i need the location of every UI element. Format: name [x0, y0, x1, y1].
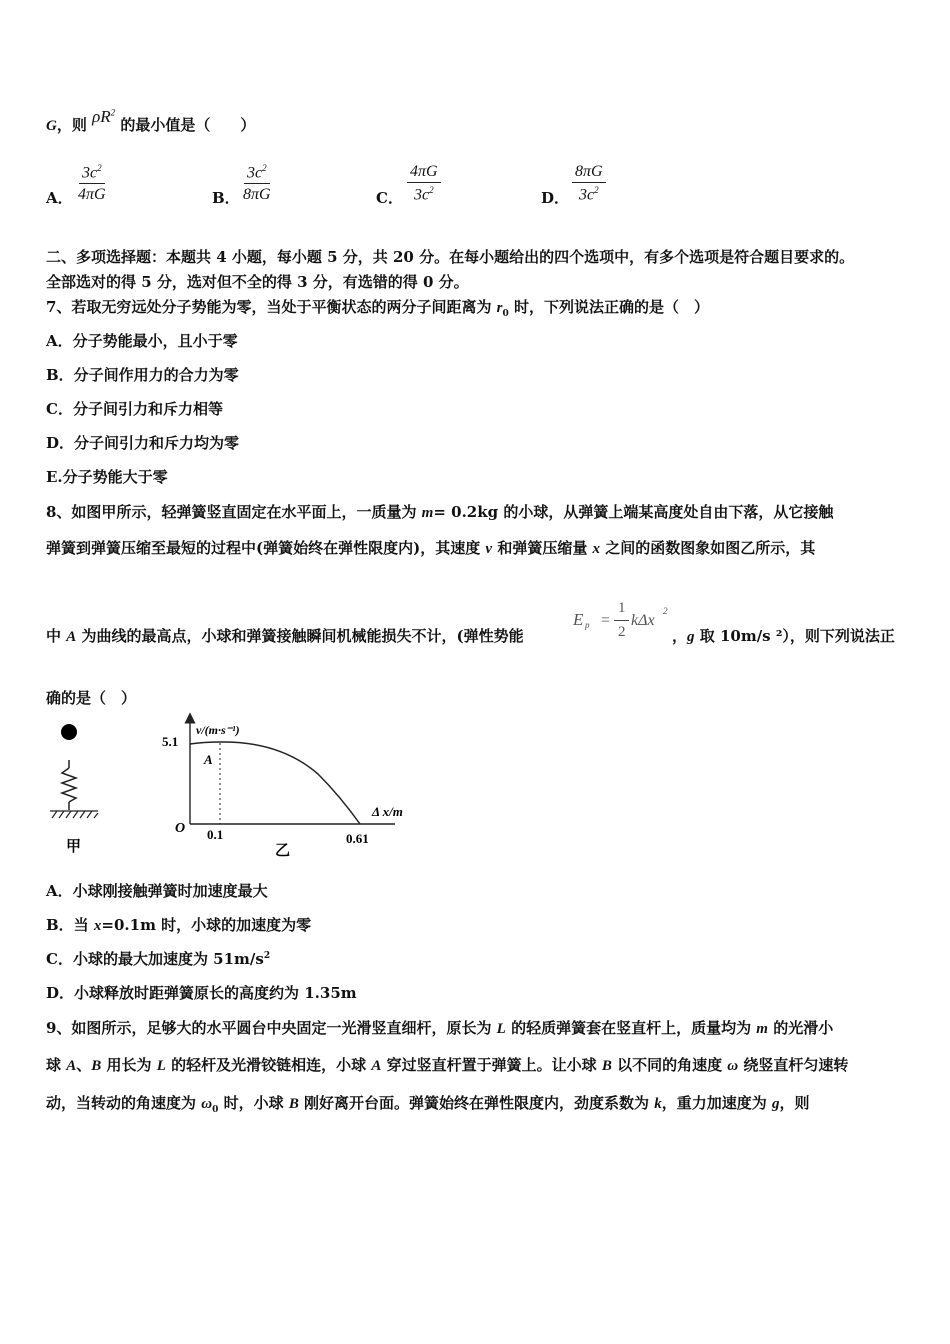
figure-yi-label: 乙 — [275, 843, 291, 859]
q8-stem-line-4: 确的是（ ） — [46, 689, 137, 707]
formula-fraction-bar — [614, 620, 629, 621]
q8-option-d: D．小球释放时距弹簧原长的高度约为 1.35m — [46, 984, 357, 1002]
y-tick-label: 5.1 — [162, 734, 179, 749]
section-2-heading-line-1: 二、多项选择题：本题共 4 小题，每小题 5 分，共 20 分。在每小题给出的四个选项中，有多个选项是符合题目要求的。 — [46, 248, 855, 266]
q8-stem-line-2: 弹簧到弹簧压缩至最短的过程中(弹簧始终在弹性限度内)，其速度 v 和弹簧压缩量 x 之间的函数图象如图乙所示，其 — [46, 539, 816, 557]
var-L: L — [496, 1021, 506, 1037]
fraction-denominator: 4πG — [78, 186, 106, 204]
q7-option-b: B．分子间作用力的合力为零 — [46, 366, 239, 384]
q8-option-c: C．小球的最大加速度为 $51m/s^2$ — [46, 950, 271, 968]
var-G: G — [46, 118, 57, 134]
q7-option-d: D．分子间引力和斥力均为零 — [46, 434, 240, 452]
q8-stem-line-1: 8、如图甲所示，轻弹簧竖直固定在水平面上，一质量为 m= 0.2kg 的小球，从弹簧上端某高度处自由下落，从它接触 — [46, 503, 834, 521]
formula-exp: 2 — [663, 606, 668, 616]
formula-half-num: 1 — [618, 600, 626, 616]
var-B: B — [91, 1058, 102, 1074]
var-m: m — [421, 505, 434, 521]
q9-stem-line-2: 球 A、B 用长为 L 的轻杆及光滑铰链相连，小球 A 穿过竖直杆置于弹簧上。让小球 B 以不同的角速度 ω 绕竖直杆匀速转 — [46, 1056, 849, 1074]
var-omega: ω — [727, 1058, 739, 1074]
q7-option-a: A．分子势能最小，且小于零 — [46, 332, 238, 350]
formula-half-den: 2 — [618, 624, 626, 640]
q9-stem-line-3: 动，当转动的角速度为 $\omega_0$ 时，小球 B 刚好离开台面。弹簧始终在弹性限度内，劲度系数为 k，重力加速度为 g，则 — [46, 1094, 810, 1115]
formula-E: E — [573, 610, 584, 629]
elastic-energy-formula — [573, 600, 673, 650]
fraction-numerator: $3c^2$ — [244, 163, 270, 184]
section-2-heading-line-2: 全部选对的得 5 分，选对但不全的得 3 分，有选错的得 0 分。 — [46, 273, 469, 291]
expr-rho-r-exp: 2 — [110, 107, 116, 118]
q8-option-a: A．小球刚接触弹簧时加速度最大 — [46, 882, 268, 900]
formula-equals: = — [601, 612, 611, 629]
velocity-curve — [190, 742, 360, 824]
origin-label: O — [175, 821, 186, 836]
spring-icon — [62, 760, 76, 810]
var-v: v — [485, 541, 493, 557]
point-a-label: A — [204, 752, 213, 767]
x-tick-label-1: 0.1 — [207, 827, 224, 842]
ground-icon — [50, 811, 98, 818]
figure-jia — [40, 718, 120, 858]
q6-option-b-label: B． — [212, 189, 240, 207]
formula-kdx: kΔx — [631, 612, 655, 629]
q6-option-c-label: C． — [376, 189, 403, 207]
fraction-numerator: 4πG — [407, 163, 441, 183]
q6-option-a-label: A． — [46, 189, 73, 207]
expr-rho-r-base: ρR — [92, 107, 111, 126]
expr-rho-r — [92, 107, 115, 126]
q7-option-c: C．分子间引力和斥力相等 — [46, 400, 223, 418]
q6-text-2: 的最小值是（ ） — [120, 116, 256, 134]
q6-option-d-label: D． — [541, 189, 570, 207]
x-tick-label-2: 0.61 — [346, 831, 369, 846]
var-m: m — [756, 1021, 768, 1037]
q6-option-d-fraction — [572, 163, 606, 204]
var-r0: r — [496, 300, 503, 316]
q6-option-b-fraction — [243, 163, 271, 204]
q8-option-b: B．当 x=0.1m 时，小球的加速度为零 — [46, 916, 312, 934]
fraction-numerator: 8πG — [572, 163, 606, 183]
fraction-denominator: $3c^2$ — [413, 185, 434, 204]
q6-stem — [46, 107, 256, 135]
fraction-denominator: $3c^2$ — [578, 185, 599, 204]
var-x: x — [93, 918, 102, 934]
ball-icon — [61, 724, 77, 740]
x-axis-label: Δ x/m — [372, 804, 403, 819]
formula-p: p — [585, 620, 590, 630]
var-omega0: ω — [201, 1096, 213, 1112]
q6-option-a-fraction — [78, 163, 106, 204]
var-L: L — [156, 1058, 166, 1074]
var-B: B — [601, 1058, 612, 1074]
figure-yi-graph — [160, 712, 430, 862]
var-g: g — [687, 629, 695, 645]
q9-stem-line-1: 9、如图所示，足够大的水平圆台中央固定一光滑竖直细杆，原长为 L 的轻质弹簧套在竖直杆上，质量均为 m 的光滑小 — [46, 1019, 834, 1037]
var-B: B — [288, 1096, 299, 1112]
var-k: k — [654, 1096, 662, 1112]
q6-text-1: ，则 — [56, 116, 87, 134]
var-A: A — [66, 629, 77, 645]
q8-stem-line-3-end: ，g 取 10m/s ²），则下列说法正 — [672, 627, 895, 645]
q7-option-e: E.分子势能大于零 — [46, 468, 168, 486]
var-A: A — [66, 1058, 77, 1074]
var-x: x — [592, 541, 601, 557]
q6-option-c-fraction — [407, 163, 441, 204]
q8-stem-line-3: 中 A 为曲线的最高点，小球和弹簧接触瞬间机械能损失不计，(弹性势能 — [46, 627, 524, 645]
var-A: A — [371, 1058, 382, 1074]
var-g: g — [772, 1096, 780, 1112]
fraction-denominator: 8πG — [243, 186, 271, 204]
figure-jia-label: 甲 — [66, 839, 82, 855]
q7-stem: 7、若取无穷远处分子势能为零，当处于平衡状态的两分子间距离为 $r_0$ 时，下列说法正确的是（ ） — [46, 298, 710, 319]
y-axis-label: v/(m·s⁻¹) — [196, 723, 240, 737]
fraction-numerator: $3c^2$ — [79, 163, 105, 184]
